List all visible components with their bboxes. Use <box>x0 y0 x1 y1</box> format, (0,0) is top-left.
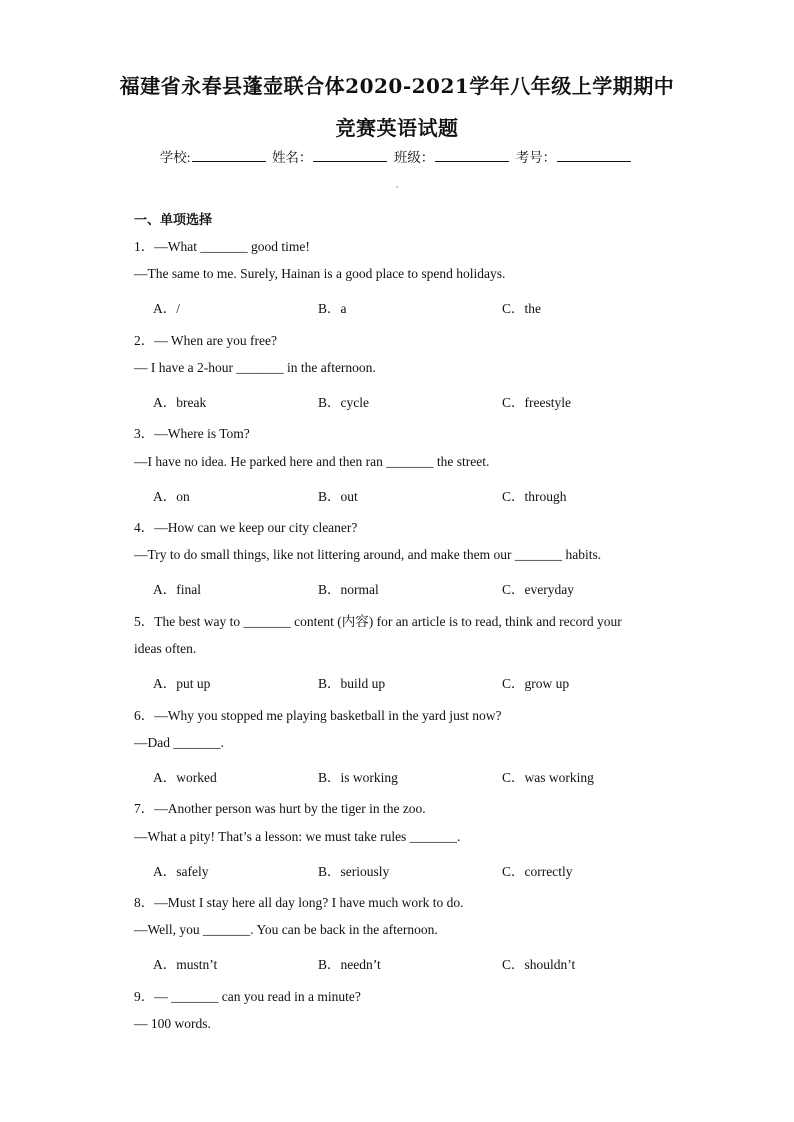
q8-option-b[interactable]: B．needn’t <box>318 957 381 972</box>
q1-line-2: —The same to me. Surely, Hainan is a good place to spend holidays. <box>134 266 506 281</box>
q8-option-a[interactable]: A．mustn’t <box>153 957 218 972</box>
q7-option-b[interactable]: B．seriously <box>318 864 390 879</box>
q8-option-c[interactable]: C．shouldn’t <box>502 957 576 972</box>
school-label: 学校: <box>159 150 191 165</box>
q5-line-2: ideas often. <box>134 641 197 656</box>
q3-option-c[interactable]: C．through <box>502 489 567 504</box>
q5-option-b[interactable]: B．build up <box>318 676 386 691</box>
q8-line-2: —Well, you _______. You can be back in the afternoon. <box>134 922 438 937</box>
q8-line-1: 8．—Must I stay here all day long? I have much work to do. <box>134 895 464 910</box>
q1-line-1: 1．—What _______ good time! <box>134 239 310 254</box>
q3-option-b[interactable]: B．out <box>318 489 358 504</box>
q5-option-c[interactable]: C．grow up <box>502 676 570 691</box>
q4-option-b[interactable]: B．normal <box>318 582 379 597</box>
q3-option-a[interactable]: A．on <box>153 489 190 504</box>
name-label: 姓名： <box>271 150 313 165</box>
q5-option-a[interactable]: A．put up <box>153 676 211 691</box>
q5-line-1: 5．The best way to _______ content (内容) for an article is to read, think and record your <box>134 614 622 629</box>
q3-line-1: 3．—Where is Tom? <box>134 426 250 441</box>
q7-option-c[interactable]: C．correctly <box>502 864 573 879</box>
q4-option-c[interactable]: C．everyday <box>502 582 574 597</box>
q1-option-b[interactable]: B．a <box>318 301 347 316</box>
class-label: 班级： <box>393 150 435 165</box>
q6-option-a[interactable]: A．worked <box>153 770 217 785</box>
q2-line-2: — I have a 2-hour _______ in the afternoon. <box>134 360 376 375</box>
q6-line-2: —Dad _______. <box>134 735 224 750</box>
class-blank[interactable] <box>435 148 509 162</box>
q7-line-1: 7．—Another person was hurt by the tiger in the zoo. <box>134 801 426 816</box>
q2-option-c[interactable]: C．freestyle <box>502 395 571 410</box>
exam-title-line-2: 竞赛英语试题 <box>335 116 459 140</box>
scan-dot <box>396 186 398 188</box>
q2-option-b[interactable]: B．cycle <box>318 395 369 410</box>
q3-line-2: —I have no idea. He parked here and then ran _______ the street. <box>134 454 490 469</box>
q6-option-c[interactable]: C．was working <box>502 770 594 785</box>
exam-title-line-1: 福建省永春县蓬壶联合体2020-2021学年八年级上学期期中 <box>119 74 675 98</box>
q4-option-a[interactable]: A．final <box>153 582 201 597</box>
q2-line-1: 2．— When are you free? <box>134 333 277 348</box>
q1-option-a[interactable]: A．/ <box>153 301 180 316</box>
name-blank[interactable] <box>313 148 387 162</box>
student-info-row <box>0 146 794 166</box>
q4-line-2: —Try to do small things, like not littering around, and make them our _______ habits. <box>134 547 602 562</box>
q6-option-b[interactable]: B．is working <box>318 770 398 785</box>
exam-number-blank[interactable] <box>557 148 631 162</box>
q2-option-a[interactable]: A．break <box>153 395 207 410</box>
exam-number-label: 考号： <box>515 150 557 165</box>
q9-line-1: 9．— _______ can you read in a minute? <box>134 989 361 1004</box>
q1-option-c[interactable]: C．the <box>502 301 541 316</box>
q9-line-2: — 100 words. <box>134 1016 211 1031</box>
q7-option-a[interactable]: A．safely <box>153 864 209 879</box>
q7-line-2: —What a pity! That’s a lesson: we must take rules _______. <box>134 829 461 844</box>
section-title: 一、单项选择 <box>134 213 213 228</box>
school-blank[interactable] <box>192 148 266 162</box>
q6-line-1: 6．—Why you stopped me playing basketball in the yard just now? <box>134 708 502 723</box>
q4-line-1: 4．—How can we keep our city cleaner? <box>134 520 358 535</box>
